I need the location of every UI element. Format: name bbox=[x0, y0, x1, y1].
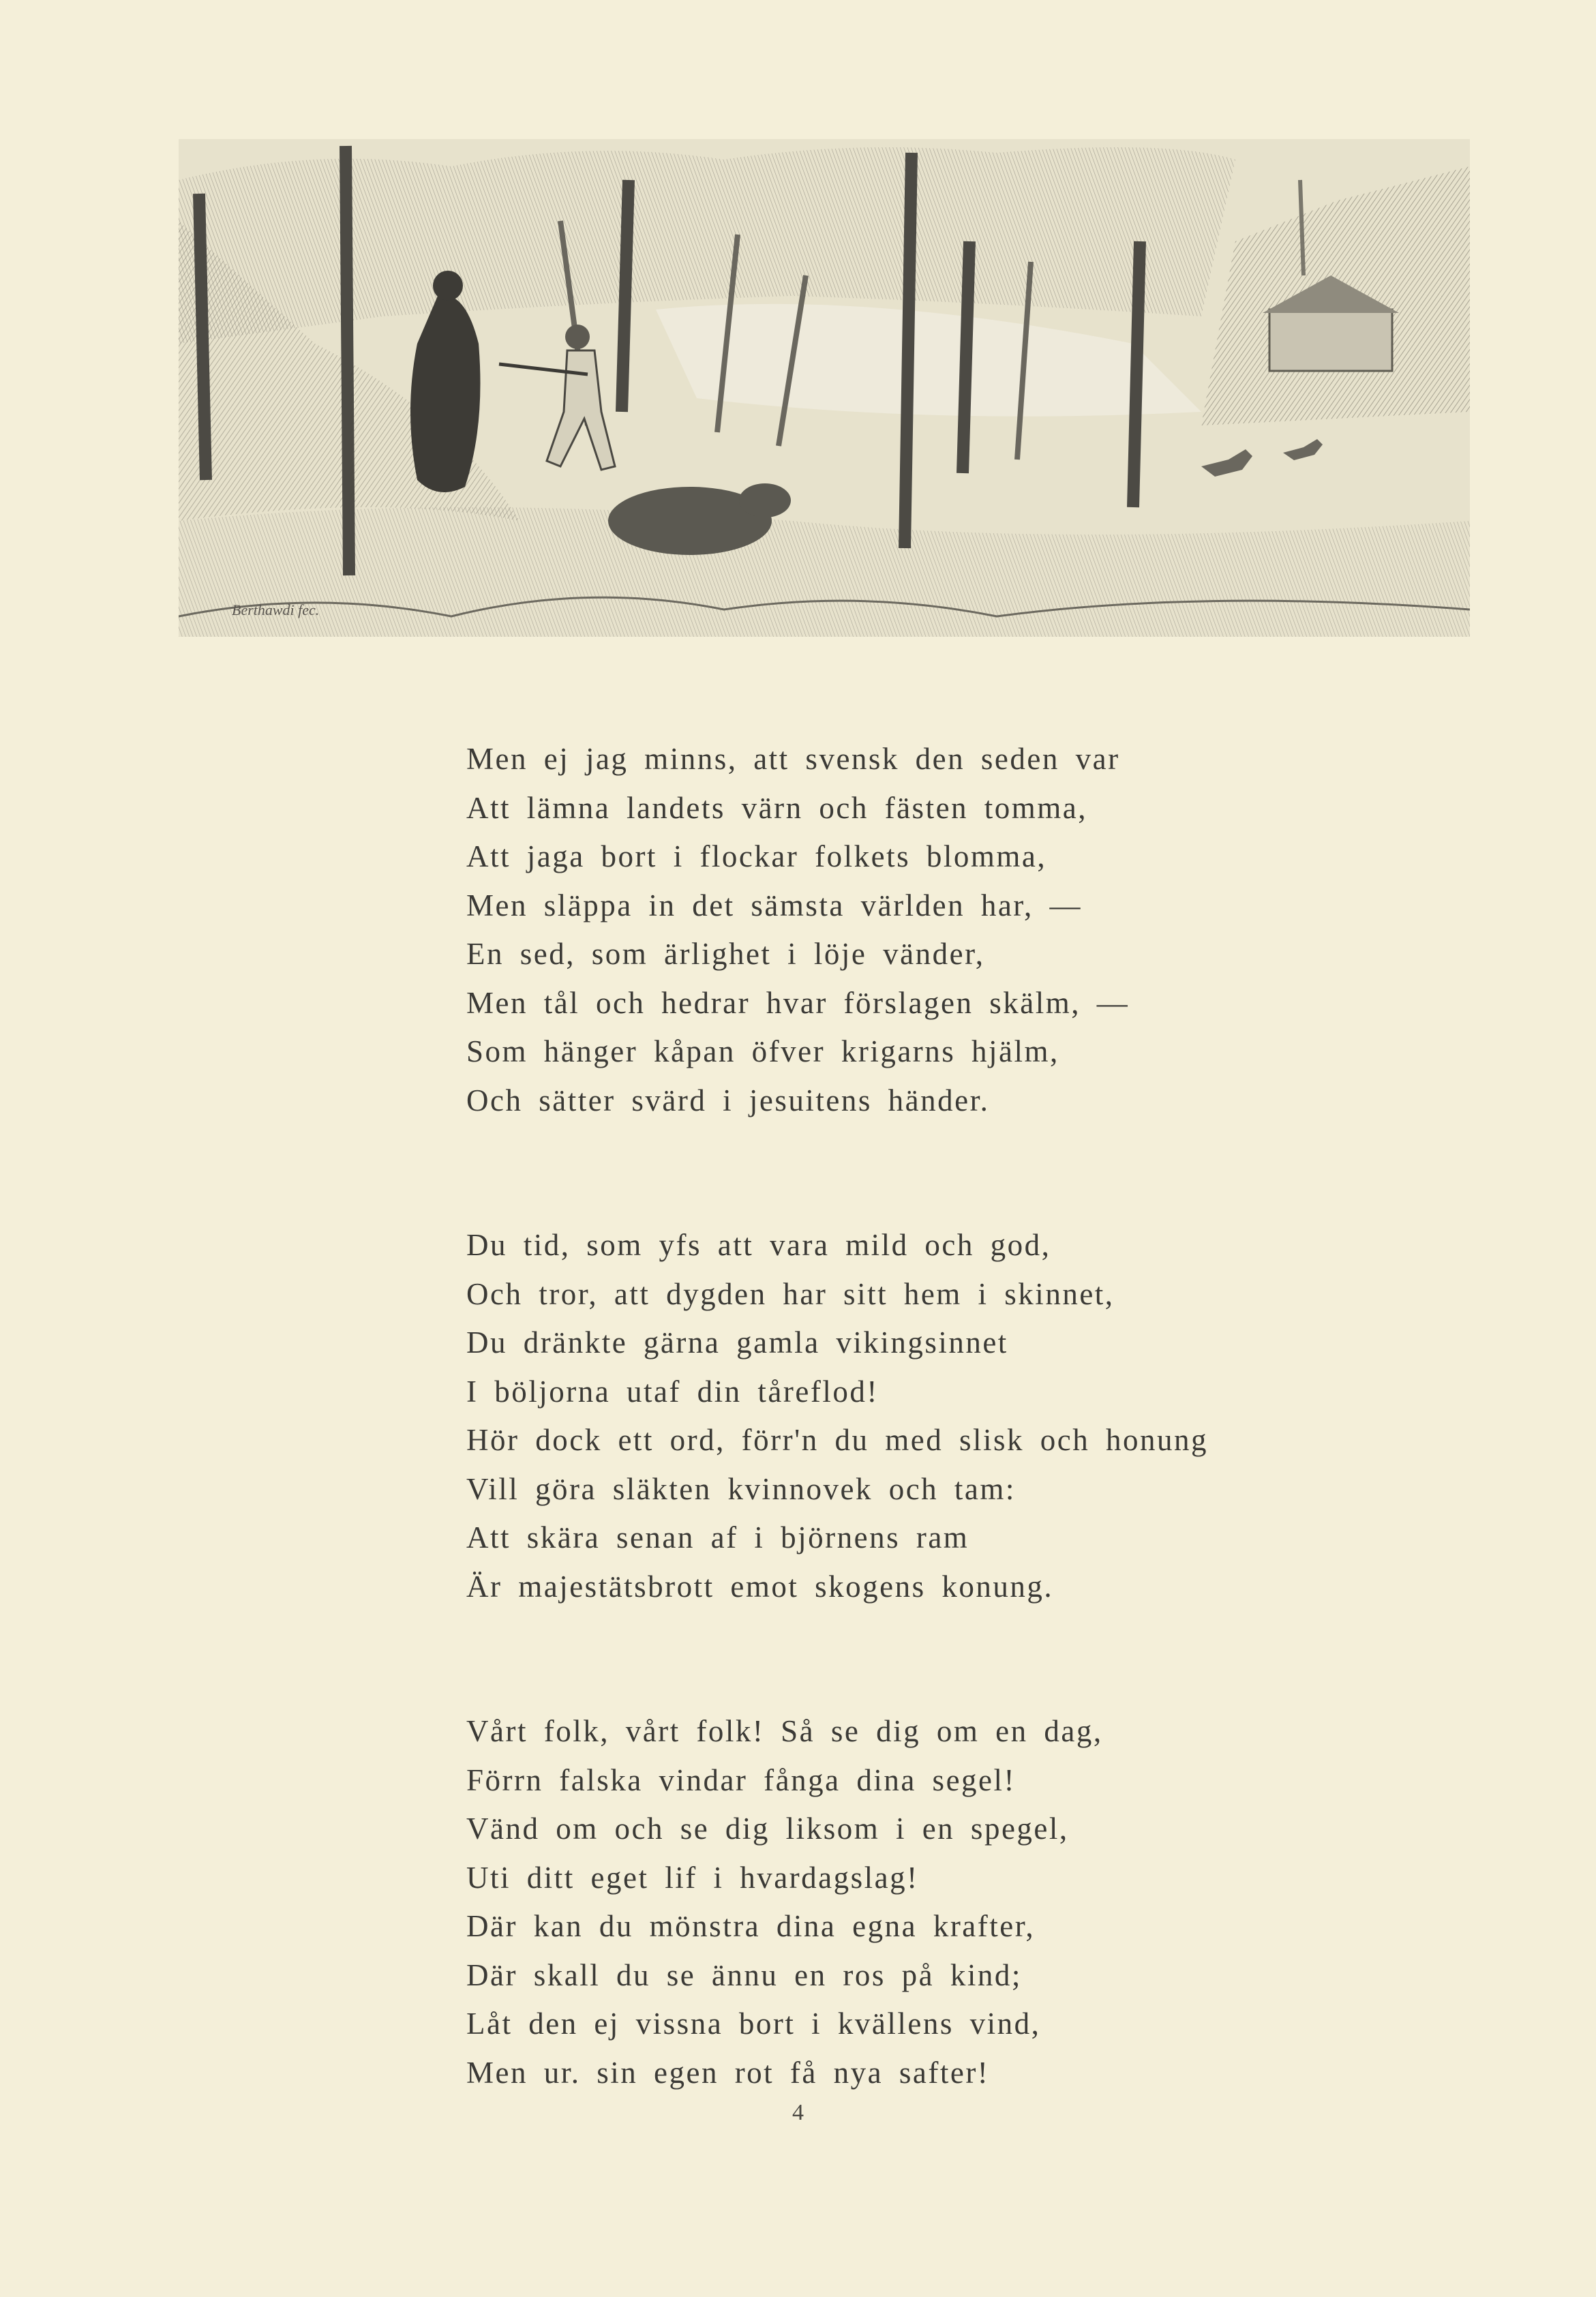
bear-hunt-illustration bbox=[179, 139, 1470, 637]
poem-line: Att jaga bort i flockar folkets blomma, bbox=[466, 839, 1047, 873]
poem-line: Men släppa in det sämsta världen har, — bbox=[466, 888, 1082, 922]
poem-line: Och tror, att dygden har sitt hem i skinnet, bbox=[466, 1276, 1115, 1311]
poem-line: Men tål och hedrar hvar förslagen skälm, — bbox=[466, 985, 1130, 1020]
poem-line: Hör dock ett ord, förr'n du med slisk och honung bbox=[466, 1423, 1208, 1457]
poem-line: Att skära senan af i björnens ram bbox=[466, 1520, 969, 1555]
poem-line: Förrn falska vindar fånga dina segel! bbox=[466, 1762, 1017, 1797]
poem-line: Att lämna landets värn och fästen tomma, bbox=[466, 790, 1088, 825]
poem-line: Du tid, som yfs att vara mild och god, bbox=[466, 1228, 1051, 1262]
poem-line: Är majestätsbrott emot skogens konung. bbox=[466, 1569, 1054, 1604]
page-number: 4 bbox=[792, 2100, 804, 2125]
poem bbox=[466, 735, 1489, 2097]
poem-line: Men ej jag minns, att svensk den seden var bbox=[466, 742, 1120, 776]
poem-line: Uti ditt eget lif i hvardagslag! bbox=[466, 1860, 919, 1895]
stanza-1 bbox=[466, 735, 1489, 1125]
stanza-3 bbox=[466, 1707, 1489, 2097]
engraving-bear-hunt-scene-icon bbox=[179, 139, 1470, 637]
poem-line: Vänd om och se dig liksom i en spegel, bbox=[466, 1812, 1069, 1846]
artist-signature: Berthawdi fec. bbox=[232, 601, 320, 618]
poem-line: Vårt folk, vårt folk! Så se dig om en dag, bbox=[466, 1714, 1103, 1748]
poem-line: En sed, som ärlighet i löje vänder, bbox=[466, 937, 985, 971]
stanza-2 bbox=[466, 1221, 1489, 1611]
poem-line: Där kan du mönstra dina egna krafter, bbox=[466, 1909, 1036, 1943]
poem-line: I böljorna utaf din tåreflod! bbox=[466, 1374, 879, 1409]
poem-line: Och sätter svärd i jesuitens händer. bbox=[466, 1083, 990, 1117]
poem-line: Vill göra släkten kvinnovek och tam: bbox=[466, 1471, 1016, 1506]
poem-line: Som hänger kåpan öfver krigarns hjälm, bbox=[466, 1034, 1059, 1068]
poem-line: Där skall du se ännu en ros på kind; bbox=[466, 1957, 1022, 1992]
poem-line: Låt den ej vissna bort i kvällens vind, bbox=[466, 2007, 1041, 2041]
poem-line: Men ur. sin egen rot få nya safter! bbox=[466, 2055, 990, 2090]
poem-line: Du dränkte gärna gamla vikingsinnet bbox=[466, 1325, 1008, 1360]
